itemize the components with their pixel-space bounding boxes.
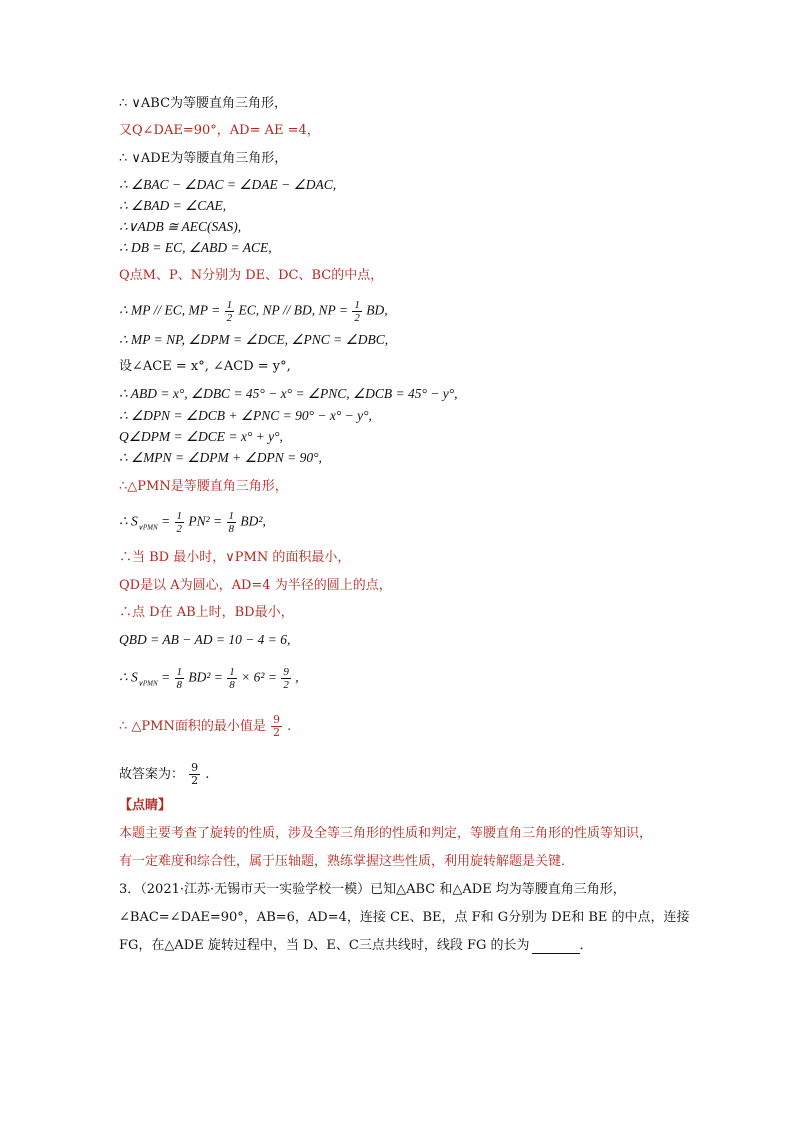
line-angle-subtract: ∴ ∠BAC − ∠DAC = ∠DAE − ∠DAC, (119, 177, 337, 192)
fraction-eighth-2: $\frac{1}{8}$ (176, 666, 182, 691)
line-answer: 故答案为： $\frac{9}{2}$ . (119, 761, 210, 787)
dianjing-body-1: 本题主要考查了旋转的性质，涉及全等三角形的性质和判定，等腰直角三角形的性质等知识， (119, 826, 653, 841)
fraction-half-2: $\frac{1}{2}$ (354, 299, 360, 324)
line-triangle-ade: ∴ ∨ADE为等腰直角三角形， (119, 151, 288, 166)
question-line-1: 3．（2021·江苏·无锡市天一实验学校一模）已知△ABC 和△ADE 均为等腰直角三角形， (119, 882, 626, 897)
line-triangle-abc: ∴ ∨ABC为等腰直角三角形， (119, 96, 288, 111)
line-mp-eq-np: ∴ MP = NP, ∠DPM = ∠DCE, ∠PNC = ∠DBC, (119, 332, 389, 347)
fraction-half: $\frac{1}{2}$ (226, 299, 233, 324)
line-mp-np: ∴ MP // EC, MP = $\frac{1}{2}$ EC, NP // BD, NP = $\frac{1}{2}$ BD, (119, 299, 388, 324)
line-let-x-y: 设∠ACE = x°, ∠ACD = y°, (119, 359, 291, 374)
line-mpn: ∴ ∠MPN = ∠DPM + ∠DPN = 90°, (119, 450, 322, 465)
line-bd-minimum: ∴当 BD 最小时，∨PMN 的面积最小， (119, 550, 351, 565)
line-area-value: ∴ $S_{\vee PMN}$ = $\frac{1}{8}$ BD² = $\frac{1}{8}$ × 6² = $\frac{9}{2}$ , (119, 666, 299, 691)
line-d-on-ab: ∴点 D在 AB上时，BD最小， (119, 605, 294, 620)
fraction-nine-half: $\frac{9}{2}$ (283, 666, 289, 691)
line-midpoints: Q点M、P、N分别为 DE、DC、BC的中点， (119, 268, 384, 283)
line-abd-x: ∴ ABD = x°, ∠DBC = 45° − x° = ∠PNC, ∠DCB = 45° − y°, (119, 386, 458, 401)
line-congruent: ∴∨ADB ≅ AEC(SAS), (119, 219, 242, 234)
line-circle: QD是以 A为圆心，AD=4 为半径的圆上的点， (119, 578, 392, 593)
line-pmn-isosceles: ∴△PMN是等腰直角三角形， (119, 479, 288, 494)
line-db-ec: ∴ DB = EC, ∠ABD = ACE, (119, 240, 272, 255)
line-min-area: ∴ △PMN面积的最小值是 $\frac{9}{2}$ . (119, 713, 292, 739)
fraction-final: $\frac{9}{2}$ (191, 761, 199, 787)
fraction-eighth: $\frac{1}{8}$ (228, 510, 235, 535)
dianjing-body-2: 有一定难度和综合性，属于压轴题，熟练掌握这些性质，利用旋转解题是关键． (119, 854, 575, 869)
line-angle-dae: 又Q∠DAE=90°，AD= AE =4， (119, 123, 320, 138)
line-area-formula: ∴ $S_{\vee PMN}$ = $\frac{1}{2}$ PN² = $\frac{1}{8}$ BD², (119, 510, 266, 535)
answer-blank[interactable] (532, 953, 580, 954)
fraction-answer: $\frac{9}{2}$ (272, 713, 280, 739)
question-line-3: FG，在△ADE 旋转过程中，当 D、E、C三点共线时，线段 FG 的长为 ． (119, 938, 593, 953)
fraction-half-3: $\frac{1}{2}$ (176, 510, 182, 535)
question-line-2: ∠BAC=∠DAE=90°，AB=6，AD=4，连接 CE、BE，点 F和 G分别为 DE和 BE 的中点，连接 (119, 910, 690, 925)
fraction-eighth-3: $\frac{1}{8}$ (229, 666, 235, 691)
line-dpm: Q∠DPM = ∠DCE = x° + y°, (119, 429, 283, 444)
line-bd-value: QBD = AB − AD = 10 − 4 = 6, (119, 632, 291, 647)
line-dpn: ∴ ∠DPN = ∠DCB + ∠PNC = 90° − x° − y°, (119, 408, 372, 423)
line-bad-cae: ∴ ∠BAD = ∠CAE, (119, 198, 227, 213)
dianjing-heading: 【点睛】 (119, 798, 172, 813)
